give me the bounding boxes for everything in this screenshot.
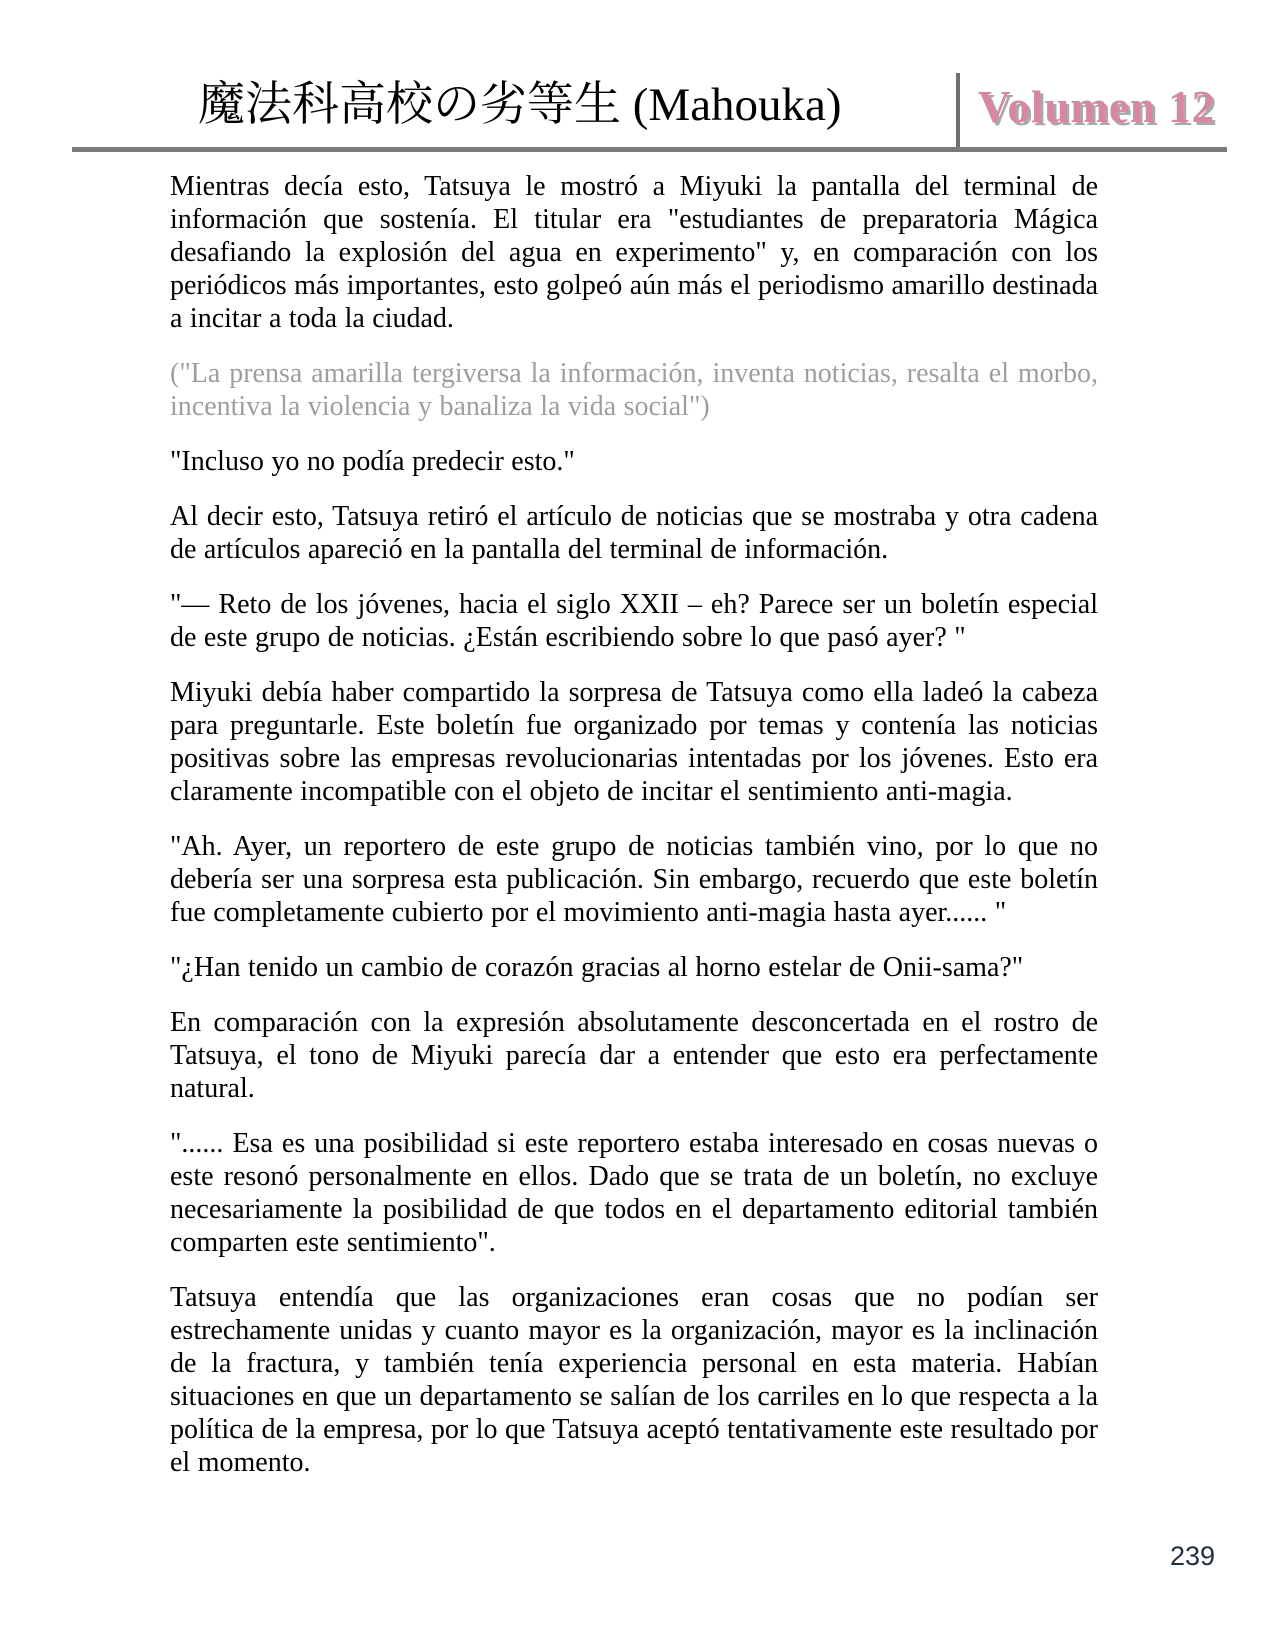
header-vertical-separator <box>956 73 960 147</box>
paragraph: Mientras decía esto, Tatsuya le mostró a Miyuki la pantalla del terminal de información que sostenía. El titular era "estudiantes de preparatoria Mágica desafiando la explosión del agua en experimento" y, en comparación con los periódicos más importantes, esto golpeó aún más el periodismo amarillo destinada a incitar a toda la ciudad. <box>170 171 1099 334</box>
volume-label: Volumen 12 <box>978 82 1216 132</box>
paragraph: Tatsuya entendía que las organizaciones eran cosas que no podían ser estrechamente unidas y cuanto mayor es la organización, mayor es la inclinación de la fractura, y también tenía experiencia personal en esta materia. Habían situaciones en que un departamento se salían de los carriles en lo que respecta a la política de la empresa, por lo que Tatsuya aceptó tentativamente este resultado por el momento. <box>170 1282 1098 1478</box>
paragraph: Miyuki debía haber compartido la sorpresa de Tatsuya como ella ladeó la cabeza para preguntarle. Este boletín fue organizado por temas y contenía las noticias positivas sobre las empresas revolucionarias intentadas por los jóvenes. Esto era claramente incompatible con el objeto de incitar el sentimiento anti-magia. <box>170 677 1098 807</box>
paragraph: "Ah. Ayer, un reportero de este grupo de noticias también vino, por lo que no debería ser una sorpresa esta publicación. Sin embargo, recuerdo que este boletín fue completamente cubierto por el movimiento anti-magia hasta ayer...... " <box>170 831 1098 928</box>
page-title: 魔法科高校の劣等生 (Mahouka) <box>198 79 842 131</box>
paragraph: En comparación con la expresión absolutamente desconcertada en el rostro de Tatsuya, el tono de Miyuki parecía dar a entender que esto era perfectamente natural. <box>170 1007 1098 1104</box>
paragraph: Al decir esto, Tatsuya retiró el artículo de noticias que se mostraba y otra cadena de artículos apareció en la pantalla del terminal de información. <box>170 501 1098 565</box>
paragraph: "Incluso yo no podía predecir esto." <box>170 446 575 477</box>
document-body <box>170 170 1098 1501</box>
paragraph: "¿Han tenido un cambio de corazón gracias al horno estelar de Onii-sama?" <box>170 952 1024 983</box>
page-number: 239 <box>1170 1541 1216 1571</box>
header-rule <box>72 147 1227 152</box>
paragraph: "— Reto de los jóvenes, hacia el siglo XXII – eh? Parece ser un boletín especial de este grupo de noticias. ¿Están escribiendo sobre lo que pasó ayer? " <box>170 589 1098 653</box>
muted-paragraph: ("La prensa amarilla tergiversa la información, inventa noticias, resalta el morbo, incentiva la violencia y banaliza la vida social") <box>170 358 1098 422</box>
paragraph: "...... Esa es una posibilidad si este reportero estaba interesado en cosas nuevas o este resonó personalmente en ellos. Dado que se trata de un boletín, no excluye necesariamente la posibilidad de que todos en el departamento editorial también comparten este sentimiento". <box>170 1128 1098 1258</box>
